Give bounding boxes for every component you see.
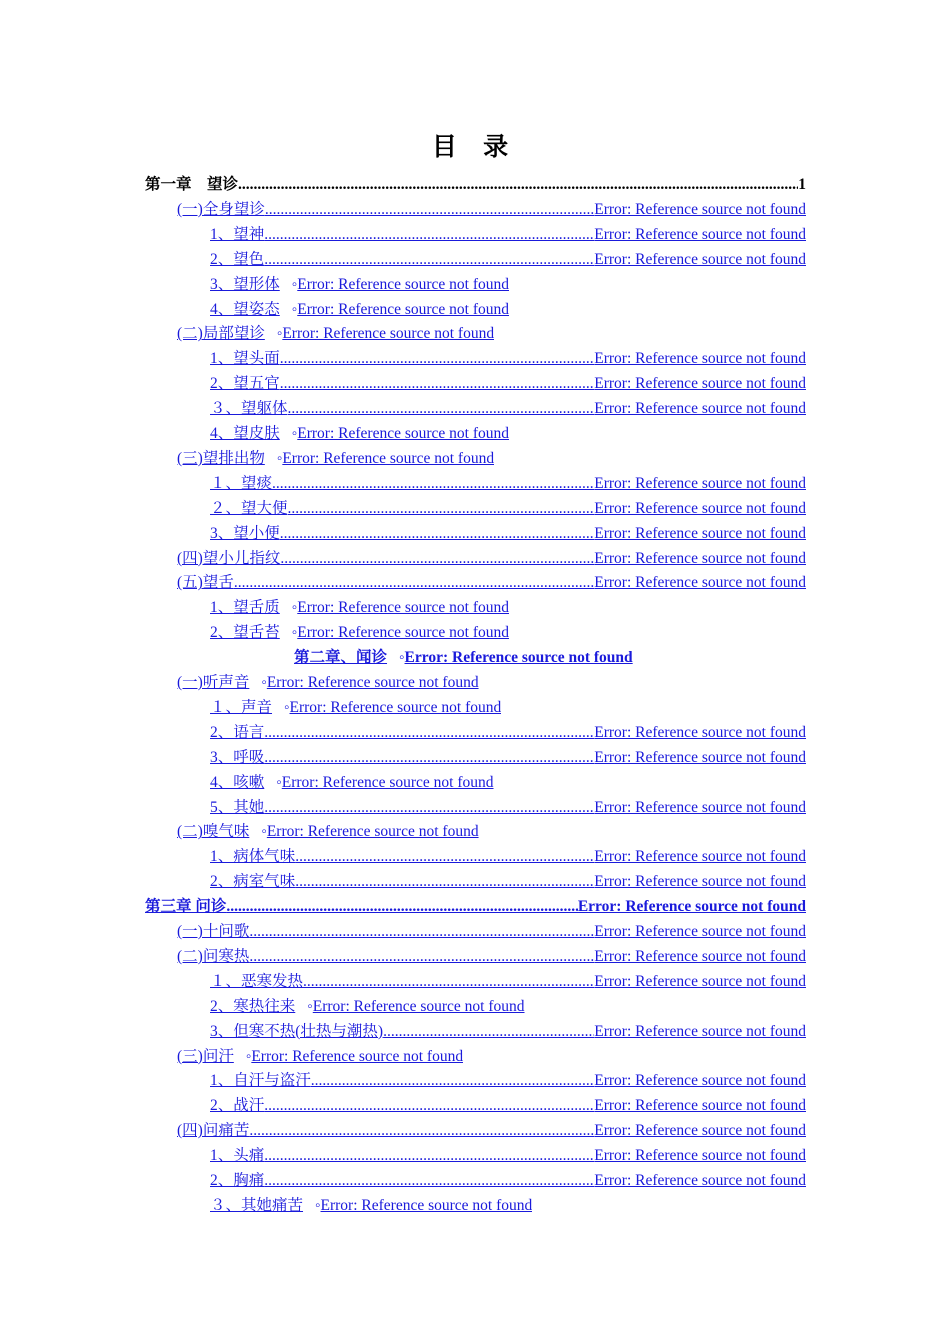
tab-marker-icon: ◦ xyxy=(261,823,267,841)
toc-entry[interactable] xyxy=(210,397,806,421)
toc-entry-link[interactable] xyxy=(210,472,806,496)
toc-entry[interactable] xyxy=(177,571,806,595)
toc-entry-page: Error: Reference source not found xyxy=(282,325,495,343)
toc-entry[interactable] xyxy=(210,721,806,745)
toc-entry-title: (一)十问歌 xyxy=(177,923,250,940)
toc-entry-title: 2、战汗 xyxy=(210,1097,265,1115)
toc-entry-page: Error: Reference source not found xyxy=(404,649,633,667)
tab-marker-icon: ◦ xyxy=(315,1196,321,1214)
toc-entry-link[interactable] xyxy=(210,347,806,371)
toc-entry-title: 2、病室气味 xyxy=(210,873,296,891)
toc-entry-page: Error: Reference source not found xyxy=(594,1172,806,1189)
toc-entry-title: (一)全身望诊 xyxy=(177,200,265,218)
toc-entry-page: Error: Reference source not found xyxy=(281,773,494,791)
toc-dot-leader xyxy=(288,397,595,421)
tab-marker-icon: ◦ xyxy=(276,449,283,467)
toc-entry-link[interactable] xyxy=(210,276,509,293)
toc-dot-leader xyxy=(264,746,594,770)
tab-marker-icon: ◦ xyxy=(284,698,290,716)
toc-entry[interactable] xyxy=(177,547,806,571)
toc-entry[interactable] xyxy=(210,1144,806,1168)
toc-entry[interactable] xyxy=(210,696,501,720)
toc-entry-title: 3、望形体 xyxy=(210,275,280,293)
toc-dot-leader xyxy=(264,721,594,745)
toc-entry-link[interactable] xyxy=(210,1144,806,1168)
toc-entry-page: 1 xyxy=(798,176,806,193)
toc-entry-title: １、恶寒发热 xyxy=(210,972,304,990)
toc-entry-page: Error: Reference source not found xyxy=(594,400,806,418)
toc-entry-title: １、望痰 xyxy=(210,474,273,492)
toc-entry-page: Error: Reference source not found xyxy=(251,1047,464,1065)
toc-entry-link[interactable] xyxy=(210,1020,806,1044)
toc-dot-leader xyxy=(226,895,577,919)
toc-entry[interactable] xyxy=(210,845,806,869)
toc-dot-leader xyxy=(303,970,594,994)
toc-entry[interactable] xyxy=(210,298,509,322)
tab-marker-icon: ◦ xyxy=(276,773,282,791)
toc-entry[interactable] xyxy=(210,1169,806,1193)
toc-entry-link[interactable] xyxy=(210,301,509,318)
toc-entry-page: Error: Reference source not found xyxy=(594,499,806,517)
tab-marker-icon: ◦ xyxy=(291,275,298,293)
toc-entry-page: Error: Reference source not found xyxy=(594,1122,806,1140)
toc-entry-link[interactable] xyxy=(210,599,509,616)
toc-entry-title: (三)问汗 xyxy=(177,1047,234,1065)
toc-entry-link[interactable] xyxy=(294,649,633,666)
toc-entry[interactable] xyxy=(210,497,806,521)
toc-entry-link[interactable] xyxy=(210,425,509,442)
tab-marker-icon: ◦ xyxy=(261,674,267,691)
toc-entry-title: (二)嗅气味 xyxy=(177,823,250,841)
toc-entry-title: (二)问寒热 xyxy=(177,947,250,965)
toc-entry-page: Error: Reference source not found xyxy=(297,425,510,442)
toc-entry[interactable] xyxy=(145,895,806,919)
tab-marker-icon: ◦ xyxy=(399,649,405,667)
toc-entry-link[interactable] xyxy=(210,721,806,745)
toc-entry[interactable] xyxy=(210,273,509,297)
toc-dot-leader xyxy=(280,372,594,396)
toc-dot-leader xyxy=(249,1119,594,1143)
toc-entry[interactable] xyxy=(210,347,806,371)
toc-entry-page: Error: Reference source not found xyxy=(594,923,806,940)
toc-entry-page: Error: Reference source not found xyxy=(594,250,806,268)
toc-entry[interactable] xyxy=(210,248,806,272)
toc-entry-link[interactable] xyxy=(210,699,501,716)
toc-dot-leader xyxy=(295,845,594,869)
toc-dot-leader xyxy=(295,870,594,894)
toc-entry[interactable] xyxy=(210,1069,806,1093)
toc-entry-title: １、声音 xyxy=(210,698,273,716)
toc-entry-page: Error: Reference source not found xyxy=(594,1072,806,1090)
toc-entry-title: (四)问痛苦 xyxy=(177,1122,250,1140)
toc-entry-link[interactable] xyxy=(210,845,806,869)
toc-entry-link[interactable] xyxy=(177,1048,463,1065)
toc-entry-title: 2、胸痛 xyxy=(210,1172,265,1189)
toc-title: 目 录 xyxy=(431,134,519,161)
toc-entry-title: 1、头痛 xyxy=(210,1147,265,1165)
toc-entry[interactable] xyxy=(210,746,806,770)
toc-dot-leader xyxy=(272,472,594,496)
toc-entry-title: (二)局部望诊 xyxy=(177,325,265,343)
toc-entry-title: (三)望排出物 xyxy=(177,449,265,467)
toc-entry-title: 1、自汗与盗汗 xyxy=(210,1072,311,1090)
toc-entry-page: Error: Reference source not found xyxy=(297,624,510,642)
toc-dot-leader xyxy=(264,248,594,272)
toc-entry-page: Error: Reference source not found xyxy=(594,947,806,965)
toc-entry-page: Error: Reference source not found xyxy=(594,1022,806,1040)
toc-entry-title: 2、语言 xyxy=(210,723,265,741)
toc-dot-leader xyxy=(264,223,594,247)
toc-entry-title: 4、望皮肤 xyxy=(210,425,280,442)
toc-entry-title: ３、望躯体 xyxy=(210,400,288,418)
toc-entry-link[interactable] xyxy=(210,624,509,641)
toc-entry-page: Error: Reference source not found xyxy=(282,449,495,467)
toc-entry-title: 3、但寒不热(壮热与潮热) xyxy=(210,1022,384,1040)
toc-entry-link[interactable] xyxy=(177,325,494,342)
toc-entry[interactable] xyxy=(210,621,509,645)
toc-entry-link[interactable] xyxy=(210,248,806,272)
toc-entry-title: 1、望头面 xyxy=(210,350,280,368)
toc-entry-link[interactable] xyxy=(210,746,806,770)
toc-entry-title: 2、寒热往来 xyxy=(210,997,296,1015)
tab-marker-icon: ◦ xyxy=(276,325,283,343)
toc-entry-title: ３、其她痛苦 xyxy=(210,1196,304,1214)
toc-entry-title: 4、望姿态 xyxy=(210,300,280,318)
toc-entry-page: Error: Reference source not found xyxy=(594,798,806,816)
toc-entry[interactable] xyxy=(177,920,806,944)
toc-entry-link[interactable] xyxy=(210,223,806,247)
toc-entry[interactable] xyxy=(177,671,479,695)
toc-entry-page: Error: Reference source not found xyxy=(594,474,806,492)
toc-entry-link[interactable] xyxy=(210,1069,806,1093)
toc-entry[interactable] xyxy=(210,1094,806,1118)
toc-entry-page: Error: Reference source not found xyxy=(297,275,510,293)
toc-entry-link[interactable] xyxy=(177,547,806,571)
toc-entry-link[interactable] xyxy=(177,945,806,969)
toc-entry[interactable] xyxy=(177,198,806,222)
toc-entry-title: 2、望舌苔 xyxy=(210,624,280,642)
toc-entry[interactable] xyxy=(177,322,494,346)
toc-dot-leader xyxy=(264,1094,594,1118)
toc-entry-title: ２、望大便 xyxy=(210,499,288,517)
tab-marker-icon: ◦ xyxy=(245,1047,252,1065)
toc-entry-link[interactable] xyxy=(210,497,806,521)
toc-dot-leader xyxy=(264,796,594,820)
toc-entry[interactable] xyxy=(210,472,806,496)
toc-entry[interactable] xyxy=(210,1194,532,1218)
toc-entry[interactable] xyxy=(210,522,806,546)
toc-entry-page: Error: Reference source not found xyxy=(320,1196,533,1214)
toc-entry[interactable] xyxy=(177,1045,463,1069)
toc-entry-title: 第三章 问诊 xyxy=(145,898,227,916)
toc-entry-title: 3、望小便 xyxy=(210,524,280,542)
toc-entry-page: Error: Reference source not found xyxy=(594,972,806,990)
toc-entry[interactable] xyxy=(177,820,479,844)
toc-entry-page: Error: Reference source not found xyxy=(594,848,806,866)
toc-entry[interactable] xyxy=(210,995,525,1019)
toc-entry[interactable] xyxy=(210,223,806,247)
tab-marker-icon: ◦ xyxy=(291,425,298,442)
toc-entry-link[interactable] xyxy=(177,674,479,691)
toc-dot-leader xyxy=(264,1169,594,1193)
toc-entry-link[interactable] xyxy=(145,173,806,197)
toc-entry[interactable] xyxy=(210,1020,806,1044)
toc-entry[interactable] xyxy=(177,1119,806,1143)
toc-entry-title: 2、望五官 xyxy=(210,375,280,393)
toc-entry-link[interactable] xyxy=(210,522,806,546)
toc-dot-leader xyxy=(280,522,594,546)
toc-entry-link[interactable] xyxy=(210,796,806,820)
toc-dot-leader xyxy=(264,1144,594,1168)
toc-entry-page: Error: Reference source not found xyxy=(594,350,806,368)
toc-entry-page: Error: Reference source not found xyxy=(594,375,806,393)
toc-dot-leader xyxy=(383,1020,594,1044)
toc-entry-page: Error: Reference source not found xyxy=(594,1097,806,1115)
toc-dot-leader xyxy=(249,945,594,969)
toc-entry-page: Error: Reference source not found xyxy=(266,674,479,691)
toc-entry-title: 5、其她 xyxy=(210,798,265,816)
toc-entry-link[interactable] xyxy=(210,870,806,894)
toc-entry-page: Error: Reference source not found xyxy=(289,698,502,716)
toc-entry-page: Error: Reference source not found xyxy=(594,549,806,567)
toc-entry[interactable] xyxy=(210,870,806,894)
toc-entry-title: 1、病体气味 xyxy=(210,848,296,866)
toc-entry-title: (四)望小儿指纹 xyxy=(177,549,281,567)
toc-entry-page: Error: Reference source not found xyxy=(594,873,806,891)
toc-entry-title: 第二章、闻诊 xyxy=(294,649,388,667)
toc-entry-link[interactable] xyxy=(177,450,494,467)
toc-entry-title: 2、望色 xyxy=(210,250,265,268)
toc-dot-leader xyxy=(311,1069,594,1093)
toc-entry[interactable] xyxy=(294,646,633,670)
toc-entry[interactable] xyxy=(210,970,806,994)
toc-entry-title: (五)望舌 xyxy=(177,574,234,592)
toc-entry-link[interactable] xyxy=(145,895,806,919)
toc-entry-page: Error: Reference source not found xyxy=(594,524,806,542)
toc-entry-link[interactable] xyxy=(177,823,479,840)
tab-marker-icon: ◦ xyxy=(307,997,313,1015)
toc-entry[interactable] xyxy=(210,796,806,820)
toc-dot-leader xyxy=(234,571,594,595)
toc-entry-page: Error: Reference source not found xyxy=(297,599,510,617)
toc-entry-title: 1、望神 xyxy=(210,225,265,243)
toc-entry-link[interactable] xyxy=(210,397,806,421)
toc-entry-title: 4、咳嗽 xyxy=(210,773,265,791)
tab-marker-icon: ◦ xyxy=(291,624,298,642)
toc-entry[interactable] xyxy=(210,771,494,795)
toc-entry-link[interactable] xyxy=(210,998,525,1015)
toc-entry-title: (一)听声音 xyxy=(177,674,250,691)
toc-entry-page: Error: Reference source not found xyxy=(594,225,806,243)
toc-entry-link[interactable] xyxy=(210,1197,532,1214)
tab-marker-icon: ◦ xyxy=(291,599,298,617)
toc-entry-page: Error: Reference source not found xyxy=(312,997,525,1015)
toc-entry-title: 3、呼吸 xyxy=(210,748,265,766)
toc-entry-link[interactable] xyxy=(177,198,806,222)
toc-entry-page: Error: Reference source not found xyxy=(594,748,806,766)
toc-entry[interactable] xyxy=(177,447,494,471)
toc-entry-page: Error: Reference source not found xyxy=(577,898,806,916)
toc-entry-page: Error: Reference source not found xyxy=(594,574,806,592)
toc-entry[interactable] xyxy=(145,173,806,197)
toc-entry[interactable] xyxy=(210,372,806,396)
toc-entry-page: Error: Reference source not found xyxy=(297,300,510,318)
toc-dot-leader xyxy=(280,347,594,371)
toc-entry-link[interactable] xyxy=(210,1169,806,1193)
toc-entry-page: Error: Reference source not found xyxy=(594,723,806,741)
toc-entry-title: 1、望舌质 xyxy=(210,599,280,617)
toc-entry-page: Error: Reference source not found xyxy=(594,1147,806,1165)
toc-entry-link[interactable] xyxy=(177,920,806,944)
toc-entry-link[interactable] xyxy=(210,1094,806,1118)
toc-dot-leader xyxy=(280,547,594,571)
toc-entry-page: Error: Reference source not found xyxy=(594,200,806,218)
toc-entry-link[interactable] xyxy=(210,970,806,994)
toc-dot-leader xyxy=(265,198,594,222)
toc-entry-page: Error: Reference source not found xyxy=(266,823,479,841)
toc-entry[interactable] xyxy=(210,596,509,620)
toc-entry-link[interactable] xyxy=(210,372,806,396)
toc-entry-link[interactable] xyxy=(210,774,494,791)
toc-dot-leader xyxy=(238,173,798,197)
toc-entry-title: 第一章 望诊 xyxy=(145,176,239,193)
toc-entry[interactable] xyxy=(177,945,806,969)
tab-marker-icon: ◦ xyxy=(291,300,298,318)
toc-entry-link[interactable] xyxy=(177,571,806,595)
toc-entry-link[interactable] xyxy=(177,1119,806,1143)
toc-dot-leader xyxy=(288,497,595,521)
toc-entry[interactable] xyxy=(210,422,509,446)
toc-dot-leader xyxy=(249,920,594,944)
